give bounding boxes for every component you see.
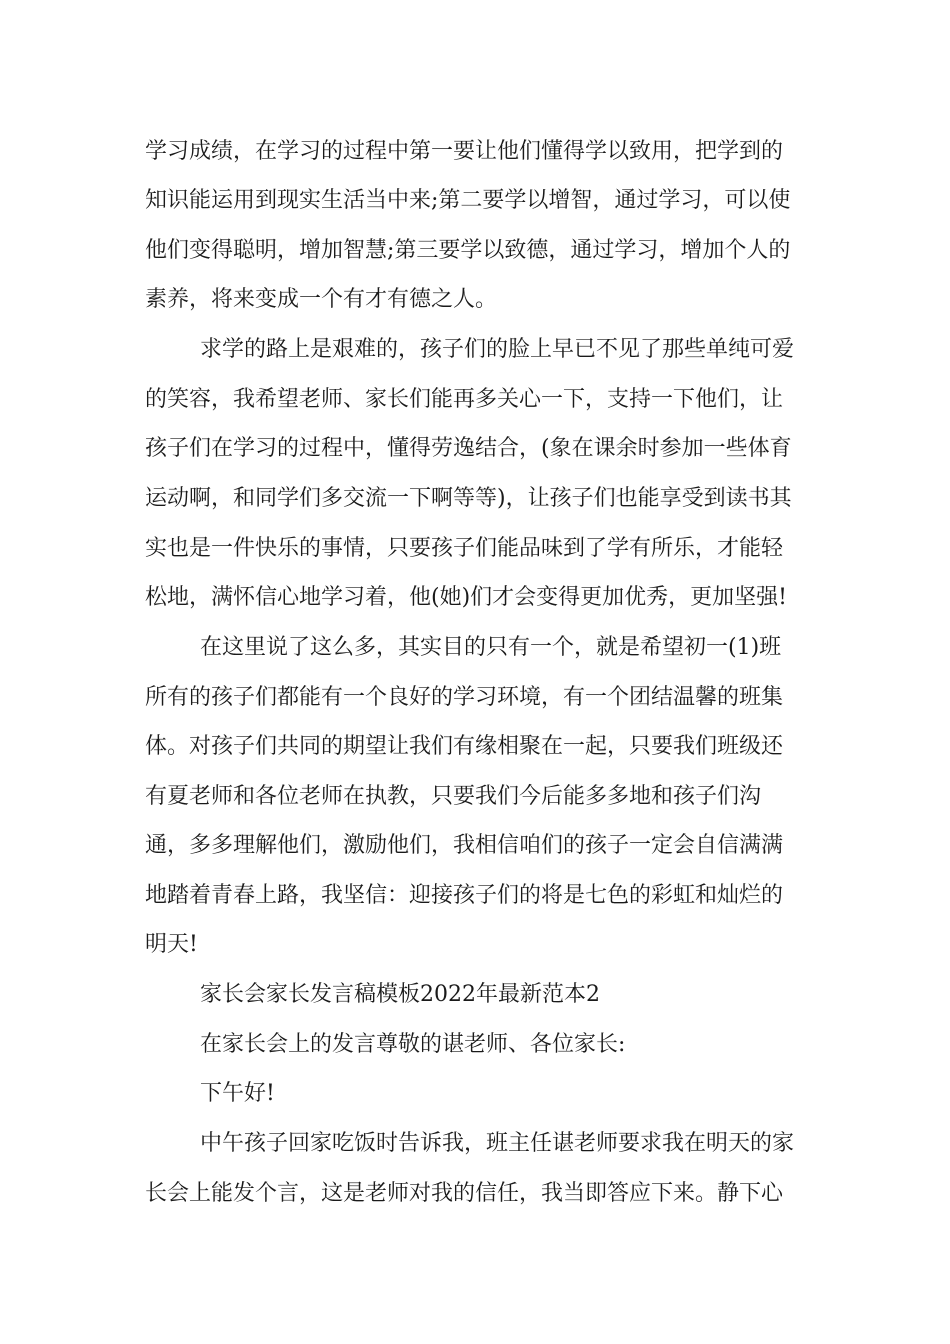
paragraph-2-line-4: 运动啊，和同学们多交流一下啊等等)，让孩子们也能享受到读书其 [145,486,792,511]
paragraph-2-line-6: 松地，满怀信心地学习着，他(她)们才会变得更加优秀，更加坚强! [145,585,788,610]
intro-line: 在家长会上的发言尊敬的谌老师、各位家长: [200,1032,626,1057]
paragraph-4-line-1: 中午孩子回家吃饭时告诉我，班主任谌老师要求我在明天的家 [200,1131,795,1156]
paragraph-3-line-4: 有夏老师和各位老师在执教，只要我们今后能多多地和孩子们沟 [145,784,762,809]
paragraph-3-line-6: 地踏着青春上路，我坚信：迎接孩子们的将是七色的彩虹和灿烂的 [145,883,784,908]
paragraph-1-line-4: 素养，将来变成一个有才有德之人。 [145,287,498,312]
paragraph-3-line-7: 明天! [145,932,198,957]
paragraph-2-line-5: 实也是一件快乐的事情，只要孩子们能品味到了学有所乐，才能轻 [145,536,784,561]
greeting: 下午好! [200,1081,275,1106]
section-title: 家长会家长发言稿模板2022年最新范本2 [200,982,600,1007]
paragraph-3-line-3: 体。对孩子们共同的期望让我们有缘相聚在一起，只要我们班级还 [145,734,784,759]
paragraph-3-line-1: 在这里说了这么多，其实目的只有一个，就是希望初一(1)班 [200,635,782,660]
paragraph-2-line-2: 的笑容，我希望老师、家长们能再多关心一下，支持一下他们，让 [145,387,784,412]
paragraph-3-line-5: 通，多多理解他们，激励他们，我相信咱们的孩子一定会自信满满 [145,833,784,858]
paragraph-4-line-2: 长会上能发个言，这是老师对我的信任，我当即答应下来。静下心 [145,1181,784,1206]
paragraph-1-line-3: 他们变得聪明，增加智慧;第三要学以致德，通过学习，增加个人的 [145,238,791,263]
paragraph-1-line-1: 学习成绩，在学习的过程中第一要让他们懂得学以致用，把学到的 [145,139,784,164]
paragraph-1-line-2: 知识能运用到现实生活当中来;第二要学以增智，通过学习，可以使 [145,188,791,213]
paragraph-3-line-2: 所有的孩子们都能有一个良好的学习环境，有一个团结温馨的班集 [145,685,784,710]
paragraph-2-line-1: 求学的路上是艰难的，孩子们的脸上早已不见了那些单纯可爱 [200,337,795,362]
paragraph-2-line-3: 孩子们在学习的过程中，懂得劳逸结合，(象在课余时参加一些体育 [145,436,792,461]
